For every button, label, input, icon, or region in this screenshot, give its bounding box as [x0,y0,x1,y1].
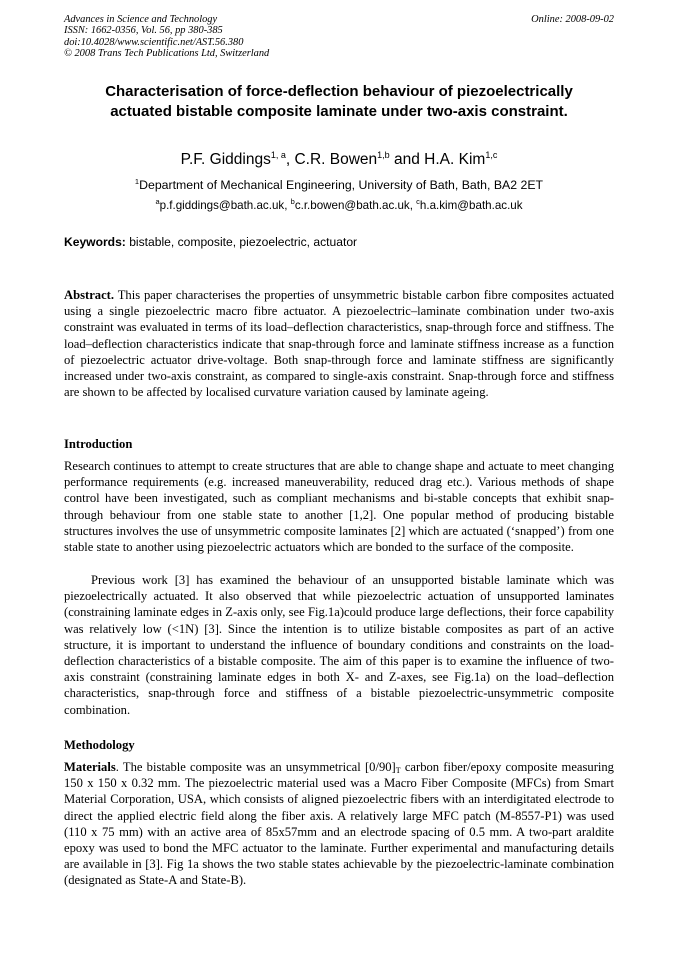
materials-text-2: carbon fiber/epoxy composite measuring 150 x 150 x 0.32 mm. The piezoelectric material used was a Macro Fiber Composite (MFCs) from Smart Material Corporation, USA, which consists of aligned piezoelectric fibers with an interdigitated electrode to direct the applied electric field along the fiber axis. A relatively large MFC patch (M-8557-P1) was used (110 x 75 mm) with an active area of 85x57mm and an electrode spacing of 0.5 mm. A two-part araldite epoxy was used to bond the MFC actuator to the laminate. Further experimental and manufacturing details are available in [3]. Fig 1a shows the two stable states achievable by the piezoelectric-laminate combination (designated as State-A and State-B). [64,760,614,888]
keywords [64,234,357,250]
paper-title [60,82,618,122]
abstract-label: Abstract. [64,288,115,302]
abstract [64,287,614,400]
title-line-2: actuated bistable composite laminate under two-axis constraint. [110,103,568,120]
affiliation [60,177,618,193]
methodology-heading: Methodology [64,738,135,752]
introduction-paragraph-1: Research continues to attempt to create structures that are able to change shape and actuate to meet changing performance requirements (e.g. increased maneuverability, reduced drag etc.). Various methods of shape control have been investigated, such as compliant mechanisms and bi-stable concepts that exhibit snap-through behaviour from one stable state to another [1,2]. One popular method of producing bistable structures involves the use of unsymmetric composite laminates [2] which are actuated (‘snapped’) from one stable state to another using piezoelectric actuators which are bonded to the surface of the composite. [64,459,614,555]
journal-header [64,14,269,59]
email-a-sup: a [155,197,160,206]
email-b-sup: b [290,197,295,206]
laminate-subscript: T [395,766,401,775]
introduction-paragraph-2-text: Previous work [3] has examined the behaviour of an unsupported bistable laminate which was piezoelectrically actuated. It also observed that while piezoelectric actuation of unsupported laminates (constraining laminate edges in Z-axis only, see Fig.1a)could produce large deflections, their force capability was relatively low (<1N) [3]. Since the intention is to utilize bistable composites as part of an active structure, it is important to understand the influence of boundary conditions and constraints on the load-deflection characteristics of a bistable composite. The aim of this paper is to examine the influence of two-axis constraint (constraining laminate edges in both X- and Z-axes, see Fig.1a) on the load–deflection characteristics, snap-through force and stiffness of a bistable piezoelectric-unsymmetric composite combination. [64,573,614,717]
author-emails [60,198,618,214]
author-1-sup: 1, a [270,150,286,160]
title-line-1: Characterisation of force-deflection behaviour of piezoelectrically [105,83,573,100]
abstract-text: This paper characterises the properties of unsymmetric bistable carbon fibre composites actuated using a single piezoelectric macro fibre actuator. A piezoelectric–laminate combination under two-axis constraint was evaluated in terms of its load–deflection characteristics, snap-through force and stiffness. The load–deflection characteristics indicate that snap-through force and laminate stiffness increase as a function of piezoelectric actuator drive-voltage. Both snap-through force and laminate stiffness are significantly increased under two-axis constraint, as compared to single-axis constraint. Snap-through force and stiffness are shown to be affected by localised curvature variation caused by laminate ageing. [64,288,614,400]
email-c[interactable]: h.a.kim@bath.ac.uk [419,199,523,212]
keywords-text: bistable, composite, piezoelectric, actuator [125,235,358,249]
author-3: and H.A. Kim [389,151,486,168]
author-3-sup: 1,c [485,150,498,160]
issn-line: ISSN: 1662-0356, Vol. 56, pp 380-385 [64,25,223,37]
methodology-paragraph [64,759,614,889]
affiliation-text: Department of Mechanical Engineering, University of Bath, Bath, BA2 2ET [139,178,544,192]
materials-label: Materials [64,760,116,774]
email-c-sup: c [416,197,420,206]
author-1: P.F. Giddings [180,151,271,168]
journal-name: Advances in Science and Technology [64,14,218,25]
keywords-label: Keywords: [64,235,126,249]
introduction-heading: Introduction [64,437,133,451]
materials-text-1: . The bistable composite was an unsymmetrical [0/90] [115,760,396,774]
copyright-line: © 2008 Trans Tech Publications Ltd, Switzerland [64,47,270,59]
email-b[interactable]: c.r.bowen@bath.ac.uk, [294,199,417,212]
email-a[interactable]: p.f.giddings@bath.ac.uk, [159,199,291,212]
author-separator: , C.R. Bowen [285,151,378,168]
author-list [60,150,618,170]
author-2-sup: 1,b [377,150,390,160]
introduction-paragraph-2 [64,572,614,718]
online-date: Online: 2008-09-02 [531,14,614,25]
affiliation-sup: 1 [134,177,140,186]
doi-line: doi:10.4028/www.scientific.net/AST.56.380 [64,36,244,48]
